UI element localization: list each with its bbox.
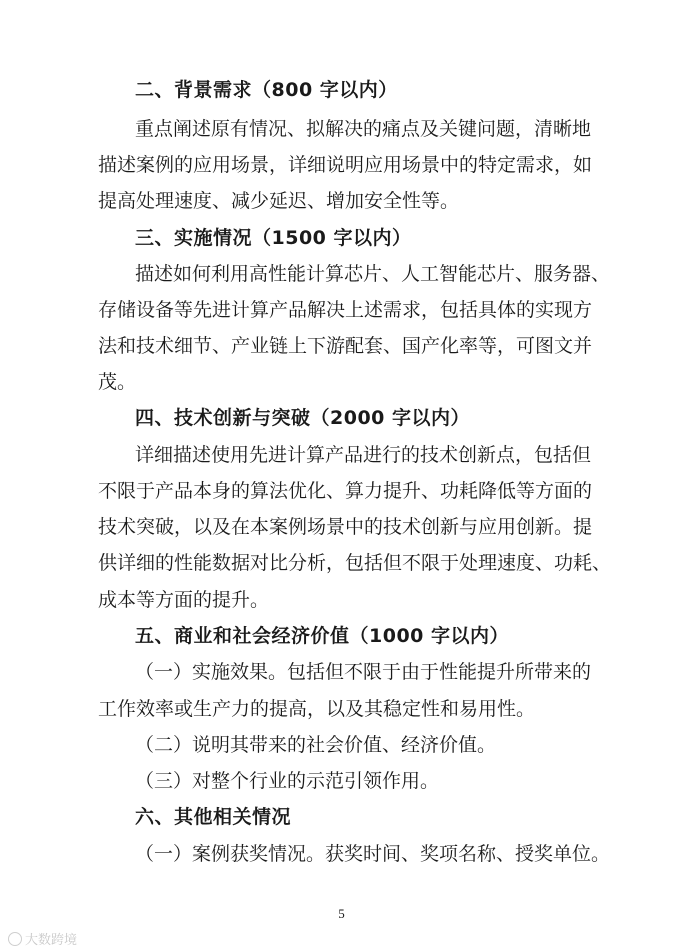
section-heading: 三、实施情况（1500 字以内）	[135, 227, 412, 249]
watermark	[8, 929, 77, 948]
section-heading: 五、商业和社会经济价值（1000 字以内）	[135, 625, 509, 647]
paragraph-line: 技术突破，以及在本案例场景中的技术创新与应用创新。提	[98, 516, 593, 538]
paragraph-line: 工作效率或生产力的提高，以及其稳定性和易用性。	[98, 698, 536, 720]
paragraph-line: 描述案例的应用场景，详细说明应用场景中的特定需求，如	[98, 154, 593, 176]
section-heading: 六、其他相关情况	[135, 806, 292, 828]
paragraph-line: 不限于产品本身的算法优化、算力提升、功耗降低等方面的	[98, 480, 593, 502]
paragraph-line: 提高处理速度、减少延迟、增加安全性等。	[98, 190, 460, 212]
paragraph-line: 法和技术细节、产业链上下游配套、国产化率等，可图文并	[98, 335, 593, 357]
paragraph-line: 重点阐述原有情况、拟解决的痛点及关键问题，清晰地	[135, 118, 592, 140]
paragraph-line: （二）说明其带来的社会价值、经济价值。	[135, 734, 497, 756]
paragraph-line: 描述如何利用高性能计算芯片、人工智能芯片、服务器、	[135, 263, 611, 285]
paragraph-line: 供详细的性能数据对比分析，包括但不限于处理速度、功耗、	[98, 552, 612, 574]
paragraph-line: （三）对整个行业的示范引领作用。	[135, 770, 440, 792]
paragraph-line: （一）实施效果。包括但不限于由于性能提升所带来的	[135, 661, 592, 683]
paragraph-line: 存储设备等先进计算产品解决上述需求，包括具体的实现方	[98, 299, 593, 321]
section-heading: 四、技术创新与突破（2000 字以内）	[135, 407, 470, 429]
section-heading: 二、背景需求（800 字以内）	[135, 79, 398, 101]
paragraph-line: 成本等方面的提升。	[98, 589, 270, 611]
paragraph-line: 茂。	[98, 371, 137, 393]
paragraph-line: 详细描述使用先进计算产品进行的技术创新点，包括但	[135, 444, 592, 466]
watermark-text: 大数跨境	[25, 933, 78, 948]
page-number: 5	[338, 906, 345, 921]
watermark-logo-icon	[8, 932, 22, 946]
paragraph-line: （一）案例获奖情况。获奖时间、奖项名称、授奖单位。	[135, 843, 611, 865]
